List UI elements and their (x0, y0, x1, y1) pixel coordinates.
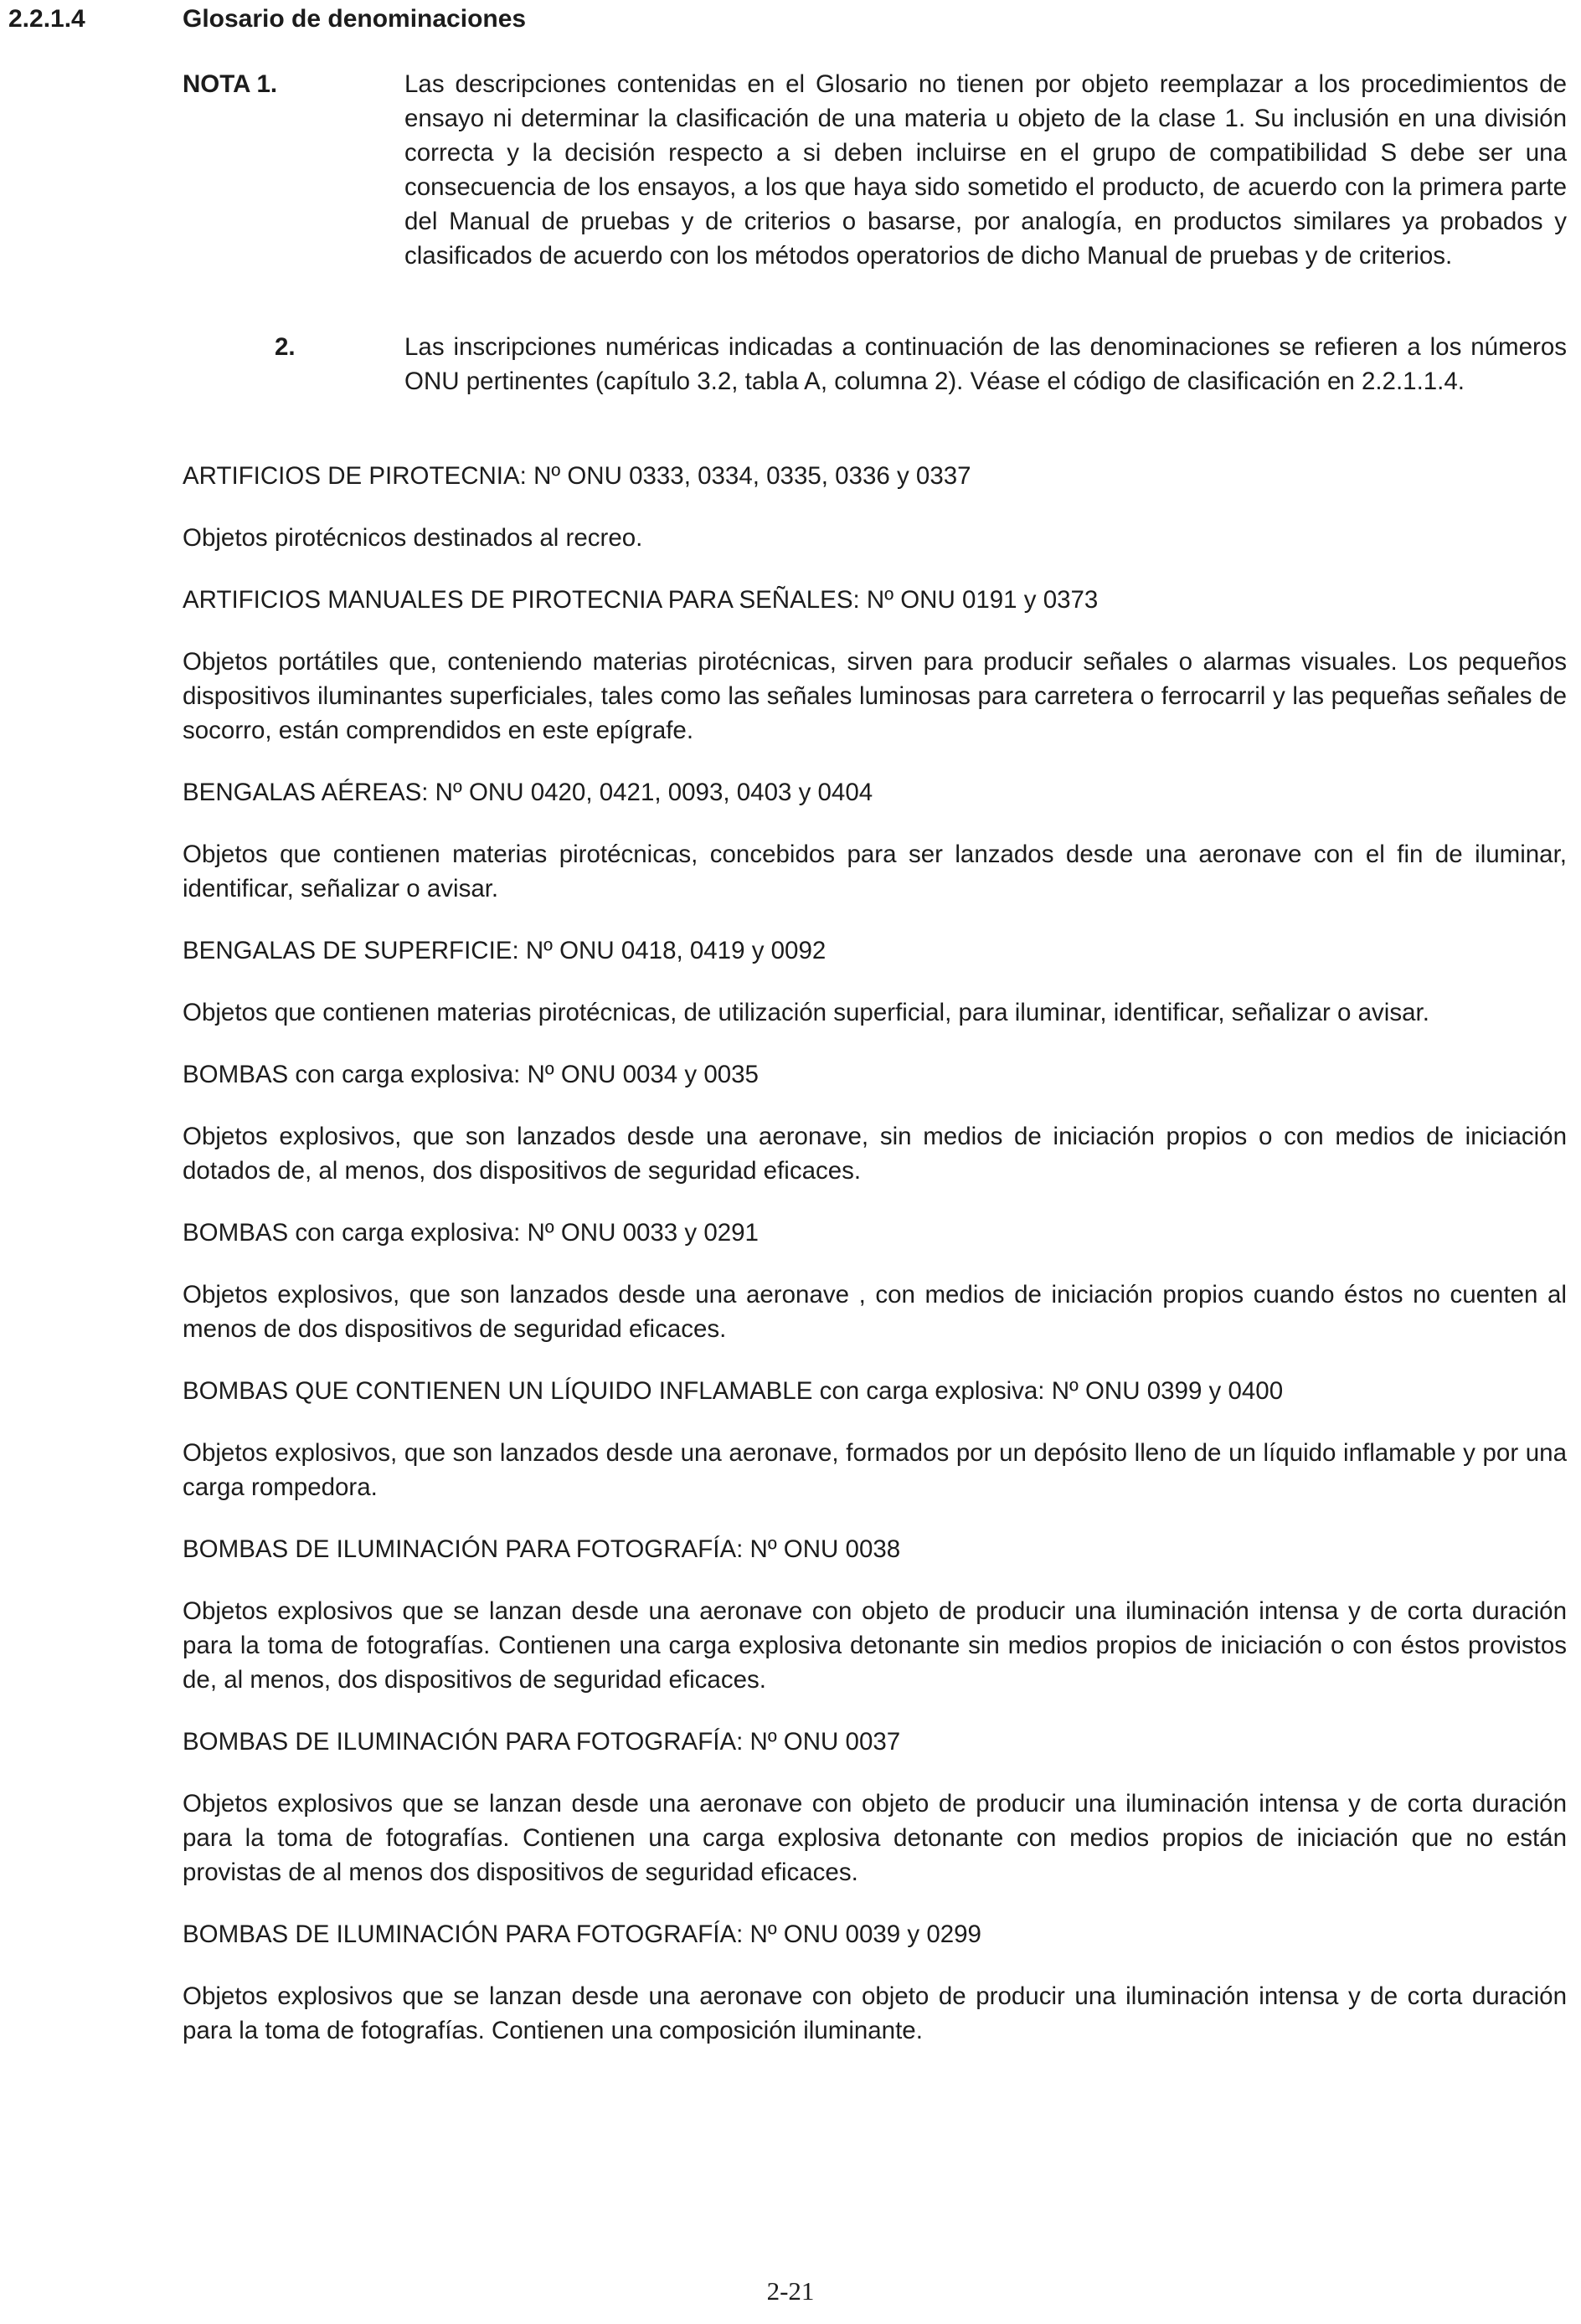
glossary-entry (183, 1532, 1567, 1697)
glossary-description: Objetos que contienen materias pirotécnicas, concebidos para ser lanzados desde una aeronave con el fin de iluminar, identificar, señalizar o avisar. (183, 841, 1567, 902)
section-number: 2.2.1.4 (8, 5, 85, 33)
page-number: 2-21 (766, 2276, 815, 2306)
glossary-description: Objetos que contienen materias pirotécnicas, de utilización superficial, para iluminar, identificar, señalizar o avisar. (183, 999, 1429, 1026)
glossary-description: Objetos explosivos que se lanzan desde una aeronave con objeto de producir una iluminación intensa y de corta duración para la toma de fotografías. Contienen una composición iluminante. (183, 1982, 1567, 2044)
glossary-description: Objetos explosivos, que son lanzados desde una aeronave, sin medios de iniciación propios o con medios de iniciación dotados de, al menos, dos dispositivos de seguridad eficaces. (183, 1123, 1567, 1185)
glossary-entry (183, 1057, 1567, 1188)
glossary-entry (183, 583, 1567, 748)
glossary-entry (183, 933, 1567, 1030)
glossary-term: BOMBAS DE ILUMINACIÓN PARA FOTOGRAFÍA: Nº ONU 0037 (183, 1728, 901, 1756)
glossary-description: Objetos pirotécnicos destinados al recreo. (183, 524, 643, 552)
glossary-entry (183, 1725, 1567, 1890)
glossary-term: BOMBAS con carga explosiva: Nº ONU 0034 y 0035 (183, 1061, 759, 1088)
glossary-term: BOMBAS DE ILUMINACIÓN PARA FOTOGRAFÍA: Nº ONU 0039 y 0299 (183, 1920, 981, 1948)
glossary-entry (183, 775, 1567, 906)
glossary-term: BOMBAS con carga explosiva: Nº ONU 0033 y 0291 (183, 1219, 759, 1247)
glossary-entry (183, 459, 1567, 555)
glossary-description: Objetos explosivos, que son lanzados desde una aeronave , con medios de iniciación propios cuando éstos no cuenten al menos de dos dispositivos de seguridad eficaces. (183, 1281, 1567, 1343)
note-1-text: Las descripciones contenidas en el Glosario no tienen por objeto reemplazar a los procedimientos de ensayo ni determinar la clasificación de una materia u objeto de la clase 1. Su inclusión en una división correcta y la decisión respecto a si deben incluirse en el grupo de compatibilidad S debe ser una consecuencia de los ensayos, a los que haya sido sometido el producto, de acuerdo con la primera parte del Manual de pruebas y de criterios o basarse, por analogía, en productos similares ya probados y clasificados de acuerdo con los métodos operatorios de dicho Manual de pruebas y de criterios. (404, 70, 1567, 270)
glossary-term: BOMBAS QUE CONTIENEN UN LÍQUIDO INFLAMABLE con carga explosiva: Nº ONU 0399 y 0400 (183, 1377, 1284, 1405)
glossary-term: ARTIFICIOS DE PIROTECNIA: Nº ONU 0333, 0334, 0335, 0336 y 0337 (183, 462, 971, 490)
note-2-label: 2. (275, 333, 296, 361)
glossary-entry (183, 1917, 1567, 2048)
section-title: Glosario de denominaciones (183, 5, 527, 33)
note-2-text: Las inscripciones numéricas indicadas a continuación de las denominaciones se refieren a los números ONU pertinentes (capítulo 3.2, tabla A, columna 2). Véase el código de clasificación en 2.2.1.1.4. (404, 333, 1567, 395)
glossary-description: Objetos portátiles que, conteniendo materias pirotécnicas, sirven para producir señales o alarmas visuales. Los pequeños dispositivos iluminantes superficiales, tales como las señales luminosas para carretera o ferrocarril y las pequeñas señales de socorro, están comprendidos en este epígrafe. (183, 648, 1567, 744)
glossary-term: ARTIFICIOS MANUALES DE PIROTECNIA PARA SEÑALES: Nº ONU 0191 y 0373 (183, 586, 1099, 614)
glossary-term: BENGALAS DE SUPERFICIE: Nº ONU 0418, 0419 y 0092 (183, 937, 827, 964)
note-label: NOTA 1. (183, 70, 278, 98)
glossary-description: Objetos explosivos que se lanzan desde una aeronave con objeto de producir una iluminación intensa y de corta duración para la toma de fotografías. Contienen una carga explosiva detonante sin medios propios de iniciación o con éstos provistos de, al menos, dos dispositivos de seguridad eficaces. (183, 1597, 1567, 1694)
glossary-list (183, 459, 1567, 2075)
glossary-description: Objetos explosivos que se lanzan desde una aeronave con objeto de producir una iluminación intensa y de corta duración para la toma de fotografías. Contienen una carga explosiva detonante con medios propios de iniciación que no están provistas de al menos dos dispositivos de seguridad eficaces. (183, 1790, 1567, 1886)
glossary-entry (183, 1374, 1567, 1504)
glossary-term: BOMBAS DE ILUMINACIÓN PARA FOTOGRAFÍA: Nº ONU 0038 (183, 1535, 901, 1563)
glossary-entry (183, 1216, 1567, 1346)
glossary-term: BENGALAS AÉREAS: Nº ONU 0420, 0421, 0093, 0403 y 0404 (183, 779, 873, 806)
glossary-description: Objetos explosivos, que son lanzados desde una aeronave, formados por un depósito lleno de un líquido inflamable y por una carga rompedora. (183, 1439, 1567, 1501)
